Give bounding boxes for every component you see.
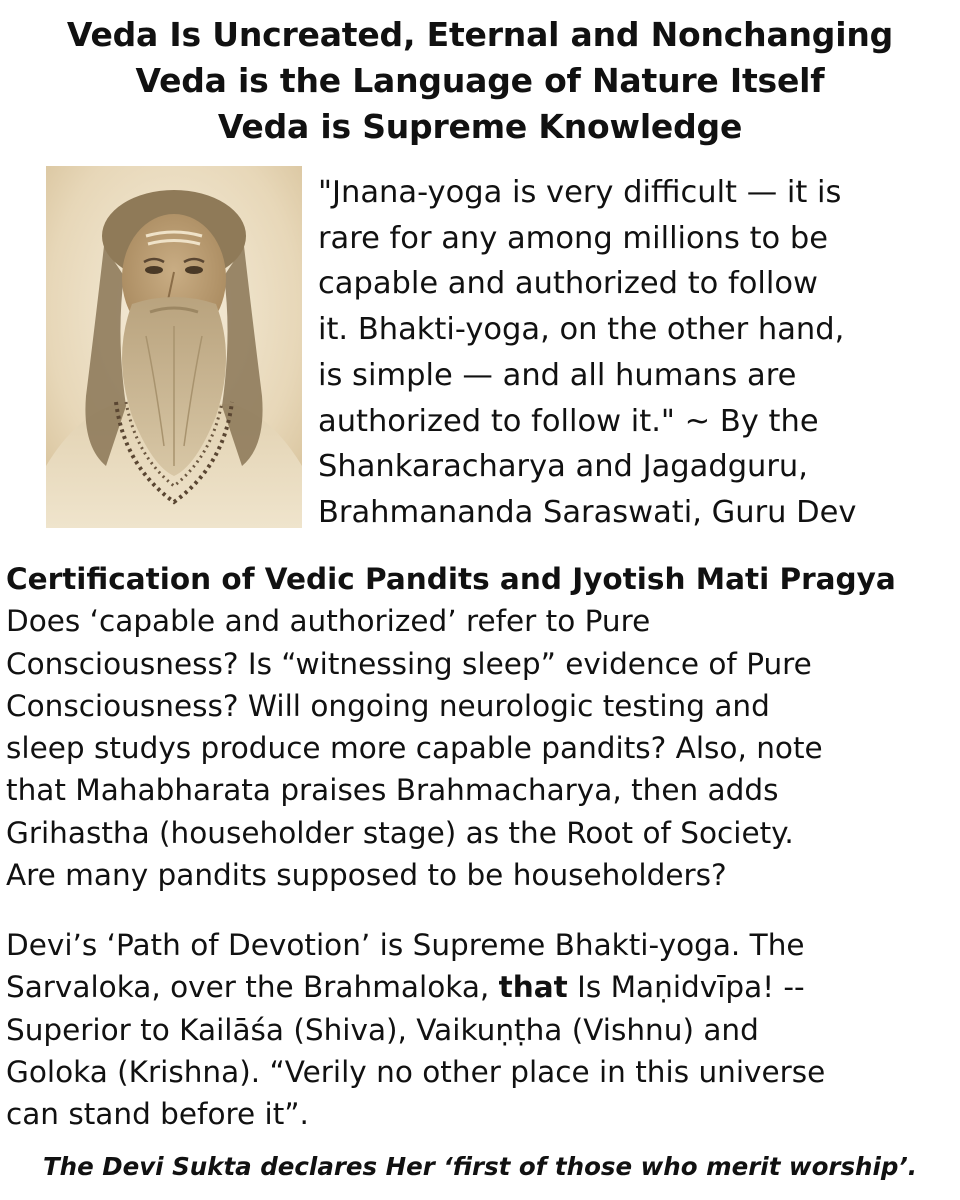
- certification-line: Consciousness? Will ongoing neurologic testing and: [6, 688, 770, 723]
- certification-line: Consciousness? Is “witnessing sleep” evidence of Pure: [6, 646, 812, 681]
- quote-line: authorized to follow it." ~ By the: [318, 403, 819, 439]
- certification-line: Are many pandits supposed to be householders?: [6, 858, 727, 893]
- certification-line: Does ‘capable and authorized’ refer to Pure: [6, 604, 651, 639]
- quote-block: [318, 170, 948, 536]
- certification-title: Certification of Vedic Pandits and Jyotish Mati Pragya: [6, 562, 896, 596]
- certification-block: [6, 558, 956, 896]
- devi-line-text: Sarvaloka, over the Brahmaloka,: [6, 970, 499, 1005]
- devi-line: can stand before it”.: [6, 1097, 309, 1132]
- quote-line: is simple — and all humans are: [318, 357, 797, 393]
- footer-statement: The Devi Sukta declares Her ‘first of those who merit worship’.: [42, 1152, 918, 1181]
- devi-block: [6, 924, 956, 1135]
- devi-emphasis: that: [498, 970, 568, 1005]
- heading-line-3: Veda is Supreme Knowledge: [217, 107, 743, 146]
- certification-line: that Mahabharata praises Brahmacharya, then adds: [6, 773, 779, 808]
- certification-line: sleep studys produce more capable pandits? Also, note: [6, 731, 823, 766]
- headings-block: [0, 12, 960, 150]
- devi-line-text: Is Maṇidvīpa! --: [567, 970, 805, 1005]
- quote-line: it. Bhakti-yoga, on the other hand,: [318, 312, 845, 348]
- quote-line: capable and authorized to follow: [318, 266, 818, 302]
- quote-line: Brahmananda Saraswati, Guru Dev: [318, 494, 857, 530]
- certification-line: Grihastha (householder stage) as the Root of Society.: [6, 815, 794, 850]
- devi-line: Superior to Kailāśa (Shiva), Vaikuṇṭha (Vishnu) and: [6, 1012, 759, 1047]
- portrait-photo: [46, 166, 302, 528]
- heading-line-2: Veda is the Language of Nature Itself: [135, 61, 825, 100]
- devi-line: Goloka (Krishna). “Verily no other place in this universe: [6, 1054, 826, 1089]
- heading-line-1: Veda Is Uncreated, Eternal and Nonchanging: [66, 15, 894, 54]
- portrait-illustration: [46, 166, 302, 528]
- devi-line: Devi’s ‘Path of Devotion’ is Supreme Bhakti-yoga. The: [6, 928, 805, 962]
- devi-line: [6, 966, 956, 1008]
- quote-line: rare for any among millions to be: [318, 220, 829, 256]
- quote-line: Shankaracharya and Jagadguru,: [318, 449, 808, 485]
- quote-line: "Jnana-yoga is very difficult — it is: [318, 175, 842, 210]
